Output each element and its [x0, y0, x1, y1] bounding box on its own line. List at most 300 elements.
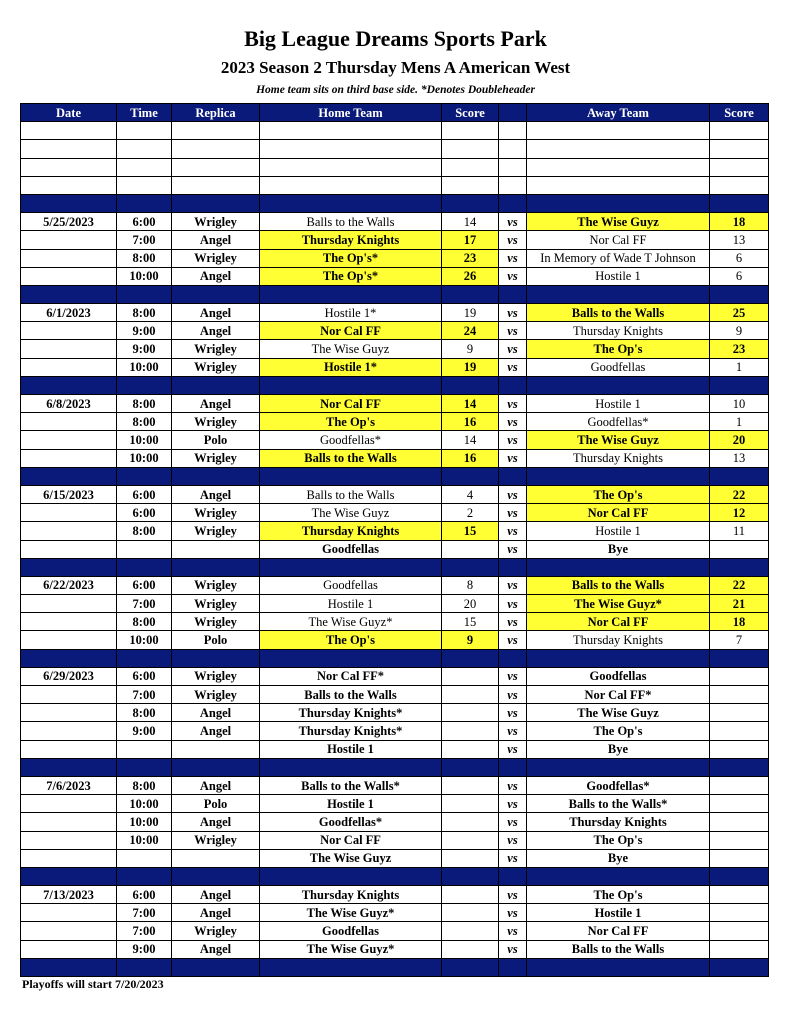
date-cell: [21, 722, 117, 740]
separator-cell: [527, 376, 710, 394]
vs-cell: vs: [499, 413, 527, 431]
home-score-cell: 16: [442, 449, 499, 467]
replica-cell: [172, 158, 260, 176]
date-cell: [21, 922, 117, 940]
time-cell: [117, 140, 172, 158]
away-team-cell: Bye: [527, 540, 710, 558]
date-cell: [21, 358, 117, 376]
replica-cell: Angel: [172, 304, 260, 322]
header-home-score: Score: [442, 104, 499, 122]
away-score-cell: [710, 122, 769, 140]
replica-cell: Angel: [172, 776, 260, 794]
home-team-cell: Goodfellas*: [260, 431, 442, 449]
home-team-cell: The Wise Guyz*: [260, 904, 442, 922]
vs-cell: vs: [499, 449, 527, 467]
home-score-cell: [442, 686, 499, 704]
time-cell: [117, 158, 172, 176]
date-cell: [21, 140, 117, 158]
away-team-cell: The Op's: [527, 485, 710, 503]
away-score-cell: [710, 813, 769, 831]
separator-cell: [260, 467, 442, 485]
away-team-cell: Thursday Knights: [527, 813, 710, 831]
time-cell: 10:00: [117, 358, 172, 376]
time-cell: 9:00: [117, 322, 172, 340]
separator-cell: [710, 376, 769, 394]
date-cell: [21, 849, 117, 867]
home-score-cell: 14: [442, 213, 499, 231]
time-cell: [117, 740, 172, 758]
replica-cell: [172, 740, 260, 758]
replica-cell: Angel: [172, 395, 260, 413]
home-score-cell: [442, 667, 499, 685]
separator-cell: [499, 194, 527, 212]
away-team-cell: Nor Cal FF*: [527, 686, 710, 704]
separator-cell: [21, 867, 117, 885]
vs-cell: vs: [499, 213, 527, 231]
home-score-cell: [442, 795, 499, 813]
away-team-cell: Hostile 1: [527, 522, 710, 540]
time-cell: [117, 540, 172, 558]
home-team-cell: Hostile 1*: [260, 358, 442, 376]
week-separator: [21, 758, 769, 776]
week-separator: [21, 376, 769, 394]
table-row: [21, 922, 769, 940]
schedule-table: [20, 103, 769, 977]
date-cell: [21, 122, 117, 140]
replica-cell: Polo: [172, 431, 260, 449]
date-cell: [21, 231, 117, 249]
separator-cell: [710, 467, 769, 485]
home-team-cell: Thursday Knights*: [260, 704, 442, 722]
separator-cell: [260, 758, 442, 776]
home-team-cell: [260, 122, 442, 140]
away-team-cell: Balls to the Walls*: [527, 795, 710, 813]
away-team-cell: Nor Cal FF: [527, 231, 710, 249]
away-score-cell: [710, 831, 769, 849]
table-row: [21, 613, 769, 631]
away-score-cell: 25: [710, 304, 769, 322]
date-cell: [21, 831, 117, 849]
separator-cell: [117, 867, 172, 885]
vs-cell: vs: [499, 340, 527, 358]
away-team-cell: Thursday Knights: [527, 322, 710, 340]
vs-cell: vs: [499, 231, 527, 249]
table-row: [21, 413, 769, 431]
vs-cell: vs: [499, 304, 527, 322]
schedule-body: [21, 122, 769, 977]
table-row: [21, 704, 769, 722]
home-score-cell: 14: [442, 395, 499, 413]
replica-cell: Wrigley: [172, 249, 260, 267]
vs-cell: vs: [499, 886, 527, 904]
home-score-cell: 20: [442, 595, 499, 613]
away-score-cell: [710, 776, 769, 794]
table-row: [21, 522, 769, 540]
vs-cell: vs: [499, 740, 527, 758]
separator-cell: [710, 958, 769, 976]
replica-cell: Angel: [172, 267, 260, 285]
separator-cell: [172, 758, 260, 776]
home-score-cell: [442, 904, 499, 922]
home-team-cell: Thursday Knights: [260, 522, 442, 540]
away-score-cell: [710, 904, 769, 922]
date-cell: [21, 631, 117, 649]
separator-cell: [172, 558, 260, 576]
replica-cell: [172, 122, 260, 140]
home-score-cell: 8: [442, 576, 499, 594]
replica-cell: Wrigley: [172, 413, 260, 431]
separator-cell: [21, 285, 117, 303]
home-team-cell: Balls to the Walls: [260, 485, 442, 503]
date-cell: [21, 249, 117, 267]
time-cell: 8:00: [117, 304, 172, 322]
home-score-cell: [442, 886, 499, 904]
separator-cell: [499, 958, 527, 976]
home-team-cell: Hostile 1: [260, 595, 442, 613]
table-row: [21, 904, 769, 922]
away-team-cell: The Op's: [527, 886, 710, 904]
date-cell: [21, 686, 117, 704]
home-score-cell: 26: [442, 267, 499, 285]
date-cell: 7/6/2023: [21, 776, 117, 794]
separator-cell: [442, 376, 499, 394]
home-score-cell: [442, 922, 499, 940]
table-row: [21, 158, 769, 176]
home-score-cell: 19: [442, 304, 499, 322]
separator-cell: [260, 958, 442, 976]
home-score-cell: 9: [442, 631, 499, 649]
separator-cell: [260, 867, 442, 885]
separator-cell: [172, 285, 260, 303]
date-cell: [21, 795, 117, 813]
away-score-cell: [710, 740, 769, 758]
away-score-cell: 9: [710, 322, 769, 340]
away-team-cell: Goodfellas: [527, 667, 710, 685]
separator-cell: [527, 649, 710, 667]
week-separator: [21, 467, 769, 485]
date-cell: [21, 940, 117, 958]
home-team-cell: Nor Cal FF: [260, 831, 442, 849]
time-cell: 8:00: [117, 413, 172, 431]
table-row: [21, 631, 769, 649]
vs-cell: [499, 158, 527, 176]
vs-cell: vs: [499, 267, 527, 285]
home-team-cell: The Wise Guyz: [260, 849, 442, 867]
home-team-cell: The Op's: [260, 631, 442, 649]
away-score-cell: 20: [710, 431, 769, 449]
table-row: [21, 504, 769, 522]
home-team-cell: Balls to the Walls: [260, 686, 442, 704]
table-row: [21, 776, 769, 794]
away-team-cell: Nor Cal FF: [527, 922, 710, 940]
away-score-cell: [710, 922, 769, 940]
away-team-cell: Goodfellas*: [527, 776, 710, 794]
separator-cell: [442, 958, 499, 976]
away-score-cell: 6: [710, 249, 769, 267]
date-cell: [21, 595, 117, 613]
away-team-cell: Hostile 1: [527, 395, 710, 413]
home-team-cell: Balls to the Walls*: [260, 776, 442, 794]
table-row: [21, 576, 769, 594]
table-row: [21, 249, 769, 267]
date-cell: 6/29/2023: [21, 667, 117, 685]
separator-cell: [710, 285, 769, 303]
vs-cell: [499, 176, 527, 194]
home-score-cell: 2: [442, 504, 499, 522]
header-home-team: Home Team: [260, 104, 442, 122]
separator-cell: [117, 467, 172, 485]
vs-cell: vs: [499, 704, 527, 722]
header-date: Date: [21, 104, 117, 122]
away-score-cell: 6: [710, 267, 769, 285]
home-score-cell: 17: [442, 231, 499, 249]
table-row: [21, 740, 769, 758]
table-row: [21, 140, 769, 158]
table-row: [21, 213, 769, 231]
away-score-cell: 22: [710, 576, 769, 594]
away-team-cell: [527, 176, 710, 194]
separator-cell: [442, 285, 499, 303]
table-row: [21, 722, 769, 740]
home-team-cell: Nor Cal FF*: [260, 667, 442, 685]
table-row: [21, 395, 769, 413]
table-row: [21, 686, 769, 704]
separator-cell: [117, 376, 172, 394]
time-cell: 9:00: [117, 340, 172, 358]
home-team-cell: Hostile 1*: [260, 304, 442, 322]
home-team-cell: Goodfellas: [260, 922, 442, 940]
vs-cell: vs: [499, 795, 527, 813]
replica-cell: Wrigley: [172, 576, 260, 594]
separator-cell: [172, 376, 260, 394]
time-cell: [117, 176, 172, 194]
time-cell: 10:00: [117, 267, 172, 285]
table-row: [21, 485, 769, 503]
table-row: [21, 540, 769, 558]
home-team-cell: Thursday Knights*: [260, 722, 442, 740]
header-away-score: Score: [710, 104, 769, 122]
home-score-cell: [442, 940, 499, 958]
away-team-cell: Hostile 1: [527, 904, 710, 922]
week-separator: [21, 285, 769, 303]
away-team-cell: [527, 122, 710, 140]
date-cell: 7/13/2023: [21, 886, 117, 904]
home-score-cell: 14: [442, 431, 499, 449]
time-cell: 6:00: [117, 213, 172, 231]
vs-cell: vs: [499, 849, 527, 867]
header-away-team: Away Team: [527, 104, 710, 122]
table-row: [21, 886, 769, 904]
home-team-cell: Thursday Knights: [260, 231, 442, 249]
date-cell: [21, 813, 117, 831]
away-score-cell: [710, 667, 769, 685]
away-score-cell: [710, 176, 769, 194]
replica-cell: Wrigley: [172, 340, 260, 358]
home-score-cell: 15: [442, 522, 499, 540]
replica-cell: Angel: [172, 722, 260, 740]
separator-cell: [442, 758, 499, 776]
away-team-cell: Balls to the Walls: [527, 576, 710, 594]
time-cell: 10:00: [117, 831, 172, 849]
away-score-cell: [710, 686, 769, 704]
separator-cell: [21, 958, 117, 976]
away-score-cell: [710, 158, 769, 176]
away-team-cell: Goodfellas*: [527, 413, 710, 431]
date-cell: [21, 322, 117, 340]
schedule-note: Home team sits on third base side. *Denotes Doubleheader: [256, 84, 535, 96]
replica-cell: [172, 849, 260, 867]
home-score-cell: 9: [442, 340, 499, 358]
week-separator: [21, 867, 769, 885]
time-cell: 9:00: [117, 940, 172, 958]
separator-cell: [260, 285, 442, 303]
separator-cell: [710, 558, 769, 576]
home-team-cell: The Op's*: [260, 267, 442, 285]
separator-cell: [527, 467, 710, 485]
separator-cell: [499, 649, 527, 667]
separator-cell: [172, 958, 260, 976]
time-cell: 8:00: [117, 522, 172, 540]
table-row: [21, 831, 769, 849]
away-score-cell: [710, 704, 769, 722]
time-cell: 6:00: [117, 504, 172, 522]
date-cell: [21, 504, 117, 522]
separator-cell: [117, 558, 172, 576]
home-score-cell: 4: [442, 485, 499, 503]
table-row: [21, 813, 769, 831]
separator-cell: [499, 867, 527, 885]
away-score-cell: 1: [710, 358, 769, 376]
vs-cell: vs: [499, 522, 527, 540]
home-team-cell: Hostile 1: [260, 795, 442, 813]
vs-cell: vs: [499, 813, 527, 831]
header-row: [21, 104, 769, 122]
table-row: [21, 340, 769, 358]
replica-cell: Wrigley: [172, 686, 260, 704]
away-team-cell: Nor Cal FF: [527, 613, 710, 631]
home-team-cell: The Wise Guyz: [260, 340, 442, 358]
table-row: [21, 431, 769, 449]
replica-cell: Angel: [172, 322, 260, 340]
away-team-cell: In Memory of Wade T Johnson: [527, 249, 710, 267]
table-row: [21, 322, 769, 340]
home-score-cell: 24: [442, 322, 499, 340]
time-cell: 10:00: [117, 449, 172, 467]
separator-cell: [21, 376, 117, 394]
away-score-cell: 7: [710, 631, 769, 649]
vs-cell: vs: [499, 722, 527, 740]
separator-cell: [21, 194, 117, 212]
vs-cell: [499, 140, 527, 158]
replica-cell: [172, 176, 260, 194]
vs-cell: vs: [499, 667, 527, 685]
home-team-cell: Nor Cal FF: [260, 322, 442, 340]
date-cell: [21, 740, 117, 758]
week-separator: [21, 558, 769, 576]
home-team-cell: Goodfellas*: [260, 813, 442, 831]
away-score-cell: [710, 940, 769, 958]
date-cell: [21, 158, 117, 176]
replica-cell: Angel: [172, 485, 260, 503]
date-cell: 6/1/2023: [21, 304, 117, 322]
away-team-cell: The Wise Guyz: [527, 431, 710, 449]
vs-cell: vs: [499, 922, 527, 940]
replica-cell: [172, 140, 260, 158]
away-score-cell: [710, 886, 769, 904]
time-cell: 10:00: [117, 795, 172, 813]
date-cell: [21, 522, 117, 540]
home-score-cell: [442, 776, 499, 794]
separator-cell: [21, 758, 117, 776]
away-score-cell: [710, 722, 769, 740]
separator-cell: [710, 649, 769, 667]
table-row: [21, 176, 769, 194]
separator-cell: [21, 649, 117, 667]
vs-cell: vs: [499, 540, 527, 558]
time-cell: 6:00: [117, 886, 172, 904]
replica-cell: Wrigley: [172, 613, 260, 631]
time-cell: 7:00: [117, 595, 172, 613]
time-cell: 7:00: [117, 231, 172, 249]
header-replica: Replica: [172, 104, 260, 122]
away-team-cell: Bye: [527, 849, 710, 867]
away-team-cell: Balls to the Walls: [527, 304, 710, 322]
separator-cell: [527, 558, 710, 576]
page-title: Big League Dreams Sports Park: [244, 26, 547, 51]
away-team-cell: Thursday Knights: [527, 449, 710, 467]
separator-cell: [527, 194, 710, 212]
home-score-cell: [442, 540, 499, 558]
week-separator: [21, 649, 769, 667]
separator-cell: [117, 958, 172, 976]
away-score-cell: 18: [710, 213, 769, 231]
separator-cell: [527, 758, 710, 776]
date-cell: 6/8/2023: [21, 395, 117, 413]
away-team-cell: Goodfellas: [527, 358, 710, 376]
replica-cell: Angel: [172, 940, 260, 958]
separator-cell: [499, 376, 527, 394]
separator-cell: [260, 558, 442, 576]
home-score-cell: [442, 176, 499, 194]
separator-cell: [117, 758, 172, 776]
home-team-cell: Thursday Knights: [260, 886, 442, 904]
week-separator: [21, 194, 769, 212]
vs-cell: vs: [499, 358, 527, 376]
header-time: Time: [117, 104, 172, 122]
home-score-cell: 19: [442, 358, 499, 376]
away-team-cell: Bye: [527, 740, 710, 758]
home-team-cell: The Wise Guyz*: [260, 940, 442, 958]
time-cell: [117, 122, 172, 140]
date-cell: [21, 904, 117, 922]
away-score-cell: 13: [710, 449, 769, 467]
away-team-cell: The Wise Guyz: [527, 704, 710, 722]
week-separator: [21, 958, 769, 976]
separator-cell: [442, 558, 499, 576]
home-score-cell: [442, 849, 499, 867]
separator-cell: [172, 649, 260, 667]
away-score-cell: 12: [710, 504, 769, 522]
table-row: [21, 267, 769, 285]
home-team-cell: Nor Cal FF: [260, 395, 442, 413]
vs-cell: vs: [499, 395, 527, 413]
home-team-cell: Goodfellas: [260, 576, 442, 594]
vs-cell: vs: [499, 485, 527, 503]
home-team-cell: The Op's: [260, 413, 442, 431]
time-cell: 6:00: [117, 576, 172, 594]
date-cell: [21, 340, 117, 358]
home-team-cell: The Wise Guyz*: [260, 613, 442, 631]
